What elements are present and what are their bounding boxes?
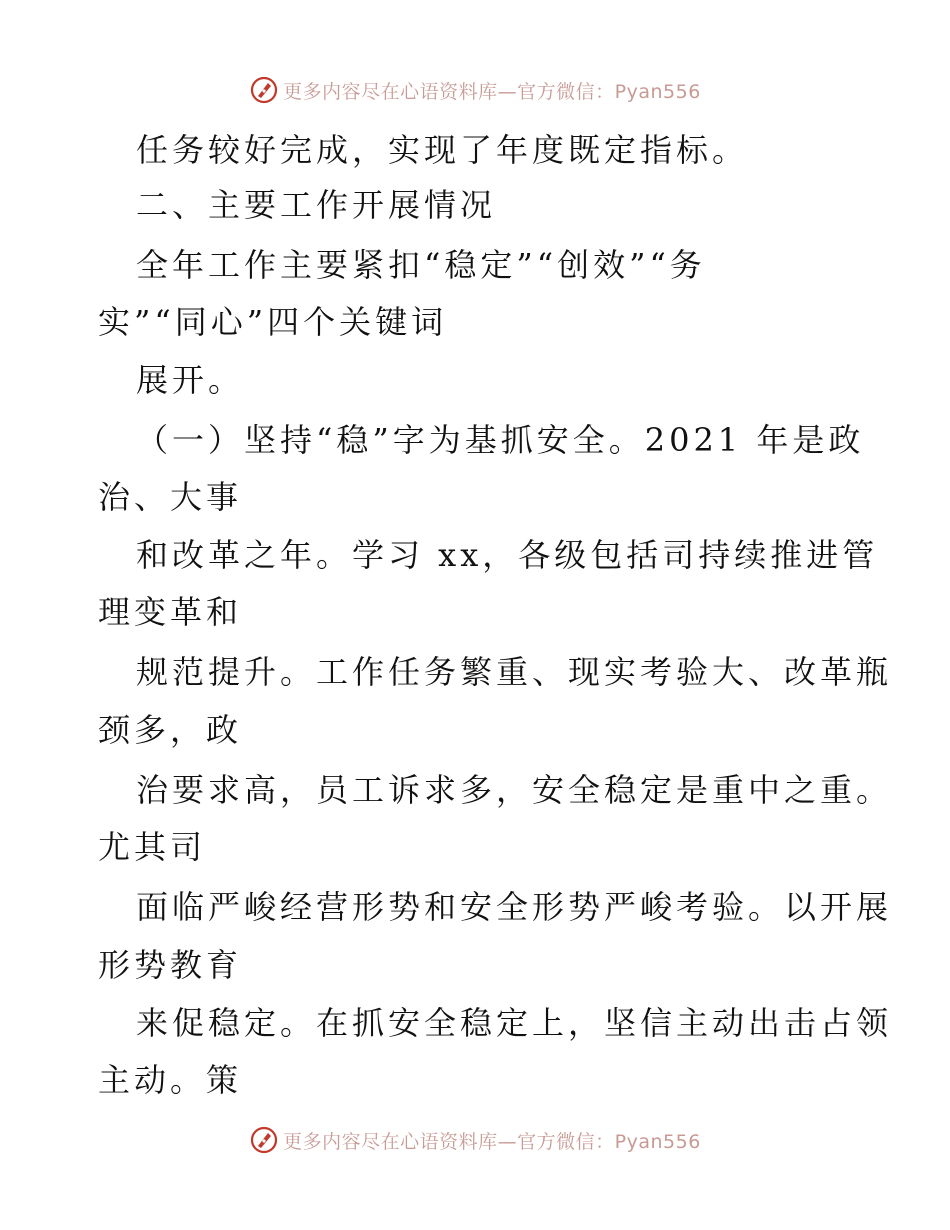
text-line: 和改革之年。学习 xx，各级包括司持续推进管 [136,536,879,574]
text-line: 理变革和 [98,593,243,631]
text-line: 形势教育 [98,946,243,984]
text-line: 展开。 [136,361,245,399]
text-line: 颈多，政 [98,711,243,749]
text-line: 规范提升。工作任务繁重、现实考验大、改革瓶 [136,653,893,691]
text-line: 主动。策 [98,1061,243,1099]
section-heading: 二、主要工作开展情况 [136,186,497,224]
text-line: 任务较好完成，实现了年度既定指标。 [136,131,749,169]
watermark-text: 更多内容尽在心语资料库—官方微信：Pyan556 [283,80,701,103]
text-line: 来促稳定。在抓安全稳定上，坚信主动出击占领 [136,1004,893,1042]
footer-watermark [0,1120,950,1160]
text-line: 尤其司 [98,828,207,866]
text-line: 治、大事 [98,478,243,516]
watermark-text: 更多内容尽在心语资料库—官方微信：Pyan556 [283,1130,701,1153]
subsection-heading: （一）坚持“稳”字为基抓安全。2021 年是政 [136,421,865,459]
text-line: 全年工作主要紧扣“稳定”“创效”“务 [136,246,706,284]
text-line: 面临严峻经营形势和安全形势严峻考验。以开展 [136,888,893,926]
text-line: 实”“同心”四个关键词 [98,303,448,341]
pen-nib-logo-icon [249,1125,279,1155]
text-line: 治要求高，员工诉求多，安全稳定是重中之重。 [136,771,893,809]
